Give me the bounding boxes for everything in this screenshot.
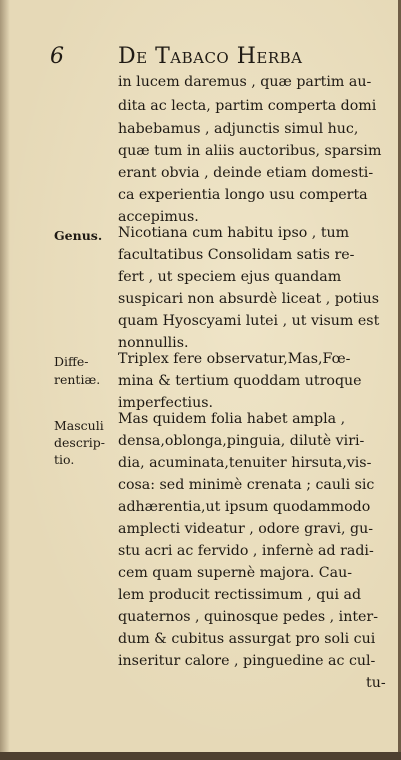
text-line: inseritur calore , pinguedine ac cul- xyxy=(118,653,376,669)
text-line: Mas quidem folia habet ampla , xyxy=(118,411,346,427)
text-line: erant obvia , deinde etiam domesti- xyxy=(118,165,374,181)
text-line: accepimus. xyxy=(118,209,199,225)
text-line: quæ tum in aliis auctoribus, sparsim xyxy=(118,143,382,159)
page-binding-shadow xyxy=(0,0,10,752)
margin-note-differentiae: rentiæ. xyxy=(54,372,101,387)
text-line: habebamus , adjunctis simul huc, xyxy=(118,121,359,137)
text-line: adhærentia,ut ipsum quodammodo xyxy=(118,499,371,515)
text-line: dum & cubitus assurgat pro soli cui xyxy=(118,631,376,647)
text-line: cosa: sed minimè crenata ; cauli sic xyxy=(118,477,375,493)
text-line: Triplex fere observatur,Mas,Fœ- xyxy=(118,351,351,367)
text-line: cem quam supernè majora. Cau- xyxy=(118,565,353,581)
margin-note-masculi: Masculi xyxy=(54,418,104,433)
catchword: tu- xyxy=(366,675,386,691)
text-line: dita ac lecta, partim comperta domi xyxy=(118,98,377,114)
text-line: quaternos , quinosque pedes , inter- xyxy=(118,609,379,625)
margin-note-genus: Genus. xyxy=(54,228,103,243)
text-line: stu acri ac fervido , infernè ad radi- xyxy=(118,543,374,559)
text-line: imperfectius. xyxy=(118,395,214,411)
text-line: amplecti videatur , odore gravi, gu- xyxy=(118,521,374,537)
running-title-text: De Tabaco Herba xyxy=(118,44,303,69)
text-line: densa,oblonga,pinguia, dilutè viri- xyxy=(118,433,365,449)
text-line: fert , ut speciem ejus quandam xyxy=(118,269,342,285)
text-line: mina & tertium quoddam utroque xyxy=(118,373,362,389)
text-line: facultatibus Consolidam satis re- xyxy=(118,247,355,263)
text-line: ca experientia longo usu comperta xyxy=(118,187,368,203)
margin-note-differentiae: Diffe- xyxy=(54,354,89,369)
margin-note-masculi: tio. xyxy=(54,452,75,467)
text-line: Nicotiana cum habitu ipso , tum xyxy=(118,225,350,241)
text-line: in lucem daremus , quæ partim au- xyxy=(118,74,372,90)
running-title xyxy=(118,44,303,69)
text-line: lem producit rectissimum , qui ad xyxy=(118,587,362,603)
page-bottom-edge xyxy=(0,752,401,760)
page-number: 6 xyxy=(50,44,64,69)
text-line: nonnullis. xyxy=(118,335,189,351)
text-line: dia, acuminata,tenuiter hirsuta,vis- xyxy=(118,455,372,471)
margin-note-masculi: descrip- xyxy=(54,435,106,450)
text-line: suspicari non absurdè liceat , potius xyxy=(118,291,379,307)
text-line: quam Hyoscyami lutei , ut visum est xyxy=(118,313,380,329)
